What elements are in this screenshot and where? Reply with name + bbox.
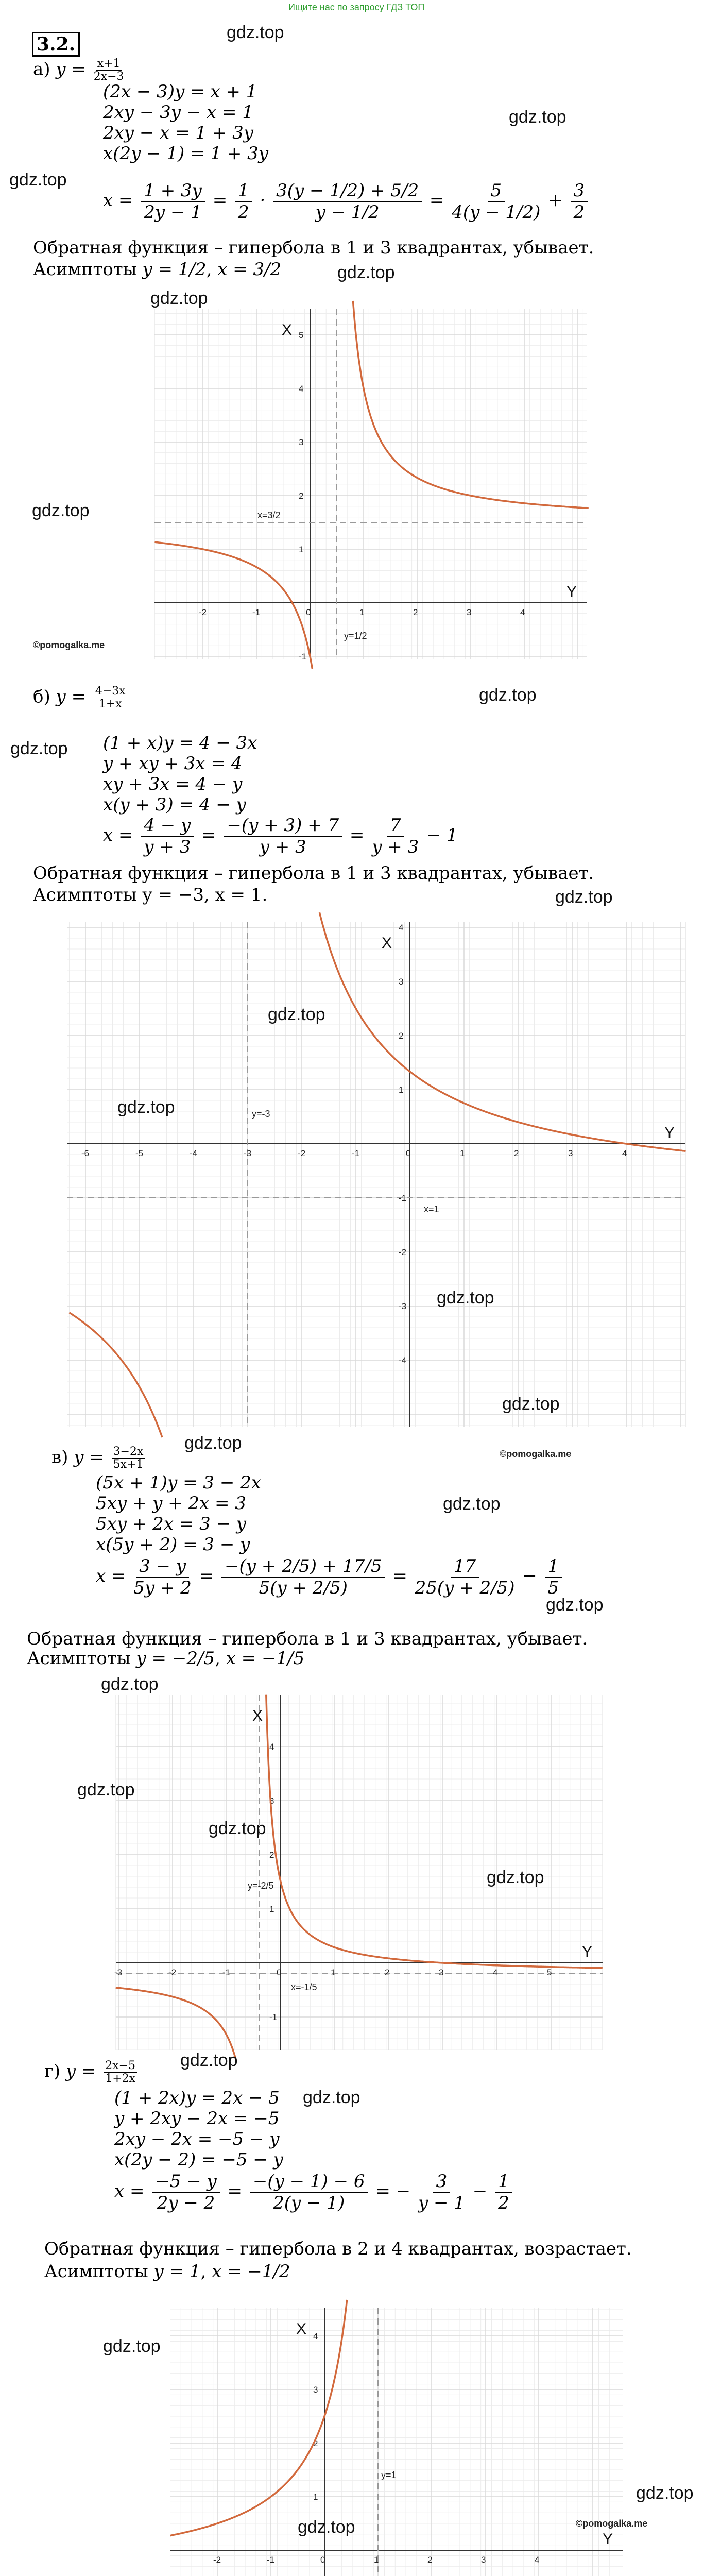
- x-tick-label: -1: [352, 1148, 360, 1158]
- step-line: x(5y + 2) = 3 − y: [96, 1534, 250, 1555]
- step-line: x(y + 3) = 4 − y: [103, 794, 246, 815]
- x-tick-label: 3: [439, 1968, 444, 1977]
- x-axis-label: Y: [603, 2531, 613, 2548]
- hyperbola-branch: [154, 542, 312, 669]
- x-tick-label: -1: [252, 607, 261, 617]
- func-lhs: y =: [56, 59, 86, 80]
- x-tick-label: 4: [520, 607, 525, 617]
- graph-g-svg: [170, 2308, 623, 2576]
- x-tick-label: 0: [406, 1148, 411, 1158]
- watermark: gdz.top: [636, 2483, 694, 2503]
- graph-b-svg: [67, 922, 685, 1427]
- watermark: gdz.top: [180, 2050, 238, 2070]
- func-fraction: $\frac{x+1}{2x-3}$: [93, 57, 124, 83]
- watermark: gdz.top: [150, 289, 208, 308]
- y-tick-label: 4: [269, 1742, 274, 1752]
- graph-a: [154, 309, 587, 662]
- y-tick-label: 3: [399, 977, 404, 987]
- y-tick-label: 1: [399, 1085, 404, 1095]
- watermark: gdz.top: [479, 685, 537, 705]
- y-tick-label: 1: [313, 2492, 318, 2502]
- watermark: gdz.top: [10, 739, 68, 758]
- watermark: gdz.top: [101, 1674, 159, 1694]
- x-tick-label: 1: [359, 607, 365, 617]
- step-line: x(2y − 2) = −5 − y: [114, 2149, 283, 2170]
- watermark: gdz.top: [443, 1494, 501, 1514]
- step-line: 5xy + 2x = 3 − y: [96, 1514, 246, 1534]
- description: Обратная функция – гипербола в 1 и 3 квадрантах, убывает.: [27, 1629, 588, 1649]
- step-line: y + 2xy − 2x = −5: [114, 2108, 280, 2129]
- step-line: 2xy − 3y − x = 1: [103, 102, 253, 123]
- func-lhs: y =: [74, 1447, 104, 1468]
- step-line: (1 + 2x)y = 2x − 5: [114, 2088, 280, 2108]
- graph-a-svg: [154, 309, 587, 662]
- y-tick-label: 5: [299, 330, 304, 340]
- y-tick-label: 2: [269, 1850, 274, 1860]
- y-tick-label: 4: [313, 2331, 318, 2341]
- asymptotes: Асимптоты y = 1/2, x = 3/2: [33, 259, 282, 280]
- x-tick-label: 5: [547, 1968, 552, 1977]
- asymptote-label: x=1: [424, 1204, 439, 1214]
- step-line: (5x + 1)y = 3 − 2x: [96, 1472, 261, 1493]
- final-formula: x = $\frac{4 - y}{y + 3}$ = $\frac{-(y + 3) + 7}{y + 3}$ = $\frac{7}{y + 3}$ − 1: [103, 815, 458, 857]
- y-tick-label: -1: [299, 652, 307, 662]
- step-line: (1 + x)y = 4 − 3x: [103, 733, 258, 753]
- description: Обратная функция – гипербола в 1 и 3 квадрантах, убывает.: [33, 238, 594, 258]
- watermark: gdz.top: [337, 263, 395, 282]
- x-tick-label: 1: [374, 2555, 379, 2565]
- y-axis-label: X: [296, 2320, 307, 2337]
- task-number: 3.2.: [32, 32, 80, 57]
- x-axis-label: Y: [664, 1124, 675, 1141]
- func-fraction: $\frac{4-3x}{1+x}$: [94, 685, 127, 710]
- x-tick-label: -1: [267, 2555, 275, 2565]
- x-tick-label: 2: [385, 1968, 390, 1977]
- watermark: gdz.top: [509, 107, 566, 127]
- y-tick-label: 2: [299, 491, 304, 501]
- graph-b: [67, 922, 685, 1427]
- copyright: ©pomogalka.me: [500, 1449, 572, 1459]
- asymptote-label: x=3/2: [258, 510, 281, 520]
- y-tick-label: 1: [269, 1904, 274, 1914]
- x-tick-label: -1: [222, 1968, 231, 1977]
- x-tick-label: -6: [81, 1148, 90, 1158]
- step-line: x(2y − 1) = 1 + 3y: [103, 143, 268, 164]
- x-tick-label: 4: [535, 2555, 540, 2565]
- x-tick-label: 0: [306, 607, 311, 617]
- y-axis-label: X: [282, 321, 293, 338]
- func-lhs: y =: [65, 2061, 96, 2082]
- x-tick-label: 1: [331, 1968, 336, 1977]
- y-tick-label: 2: [313, 2438, 318, 2448]
- y-tick-label: 4: [399, 923, 404, 933]
- watermark: gdz.top: [303, 2088, 360, 2107]
- description: Обратная функция – гипербола в 1 и 3 квадрантах, убывает.: [33, 863, 594, 884]
- x-tick-label: 4: [622, 1148, 627, 1158]
- watermark: gdz.top: [227, 23, 284, 42]
- final-formula: x = $\frac{1 + 3y}{2y - 1}$ = $\frac{1}{2}$ · $\frac{3(y - 1/2) + 5/2}{y - 1/2}$ = $\frac{5}{4(y - 1/2)}$ + $\frac{3}{2}$: [103, 180, 590, 223]
- y-tick-label: -1: [269, 2012, 278, 2022]
- watermark: gdz.top: [9, 170, 67, 190]
- asymptote-label: y=-3: [252, 1109, 270, 1119]
- y-tick-label: -1: [399, 1193, 407, 1203]
- x-axis-label: Y: [582, 1943, 593, 1960]
- copyright: ©pomogalka.me: [33, 640, 105, 650]
- watermark: gdz.top: [487, 1868, 544, 1887]
- y-tick-label: 2: [399, 1031, 404, 1041]
- part-label: а): [33, 59, 50, 80]
- x-tick-label: -2: [168, 1968, 177, 1977]
- x-tick-label: 3: [467, 607, 472, 617]
- watermark: gdz.top: [268, 1005, 325, 1024]
- final-formula: x = $\frac{-5 - y}{2y - 2}$ = $\frac{-(y - 1) - 6}{2(y - 1)}$ = − $\frac{3}{y - 1}$ − $\frac{1}{2}$: [114, 2171, 514, 2213]
- top-search-link[interactable]: Ищите нас по запросу ГДЗ ТОП: [288, 2, 425, 12]
- y-tick-label: -2: [399, 1247, 407, 1257]
- final-formula: x = $\frac{3 - y}{5y + 2}$ = $\frac{-(y + 2/5) + 17/5}{5(y + 2/5)}$ = $\frac{17}{25(y + 2/5)}$ − $\frac{1}{5}$: [96, 1556, 564, 1598]
- hyperbola-branch: [70, 1313, 163, 1437]
- watermark: gdz.top: [77, 1780, 135, 1800]
- watermark: gdz.top: [502, 1394, 560, 1414]
- asymptote-label: y=1: [381, 2470, 397, 2480]
- asymptotes: Асимптоты y = −3, x = 1.: [33, 885, 268, 905]
- x-tick-label: 4: [493, 1968, 498, 1977]
- func-fraction: $\frac{2x-5}{1+2x}$: [104, 2060, 137, 2085]
- x-tick-label: -2: [199, 607, 207, 617]
- x-tick-label: -2: [213, 2555, 221, 2565]
- watermark: gdz.top: [117, 1097, 175, 1117]
- x-tick-label: 3: [481, 2555, 486, 2565]
- hyperbola-branch: [319, 912, 685, 1151]
- hyperbola-branch: [170, 2300, 347, 2536]
- asymptotes: Асимптоты y = 1, x = −1/2: [44, 2261, 290, 2282]
- x-tick-label: -2: [298, 1148, 306, 1158]
- y-axis-label: X: [252, 1707, 263, 1724]
- copyright: ©pomogalka.me: [576, 2518, 648, 2529]
- part-label: б): [33, 686, 50, 707]
- watermark: gdz.top: [184, 1433, 242, 1453]
- x-tick-label: -3: [114, 1968, 123, 1977]
- y-axis-label: X: [382, 935, 392, 952]
- y-tick-label: 3: [299, 437, 304, 447]
- asymptote-label: y=-2/5: [248, 1880, 274, 1891]
- x-tick-label: 2: [413, 607, 418, 617]
- part-label: г): [44, 2061, 61, 2082]
- watermark: gdz.top: [32, 501, 90, 520]
- step-line: 2xy − x = 1 + 3y: [103, 123, 253, 143]
- part-g-header: [44, 2060, 139, 2085]
- watermark: gdz.top: [209, 1819, 266, 1838]
- y-tick-label: 4: [299, 384, 304, 394]
- x-tick-label: 1: [460, 1148, 465, 1158]
- step-line: 5xy + y + 2x = 3: [96, 1493, 246, 1514]
- y-tick-label: 3: [313, 2385, 318, 2395]
- part-a-header: [33, 58, 126, 83]
- y-tick-label: 1: [299, 545, 304, 554]
- watermark: gdz.top: [103, 2336, 161, 2356]
- func-fraction: $\frac{3-2x}{5x+1}$: [112, 1446, 145, 1471]
- y-tick-label: -4: [399, 1355, 407, 1365]
- step-line: (2x − 3)y = x + 1: [103, 81, 258, 102]
- step-line: y + xy + 3x = 4: [103, 753, 243, 774]
- x-tick-label: -3: [244, 1148, 252, 1158]
- part-label: в): [52, 1447, 68, 1468]
- x-tick-label: -4: [190, 1148, 198, 1158]
- x-tick-label: 2: [514, 1148, 519, 1158]
- x-axis-label: Y: [566, 583, 577, 600]
- y-tick-label: 3: [269, 1796, 274, 1806]
- watermark: gdz.top: [555, 887, 613, 907]
- description: Обратная функция – гипербола в 2 и 4 квадрантах, возрастает.: [44, 2239, 632, 2259]
- x-tick-label: -5: [135, 1148, 144, 1158]
- watermark: gdz.top: [298, 2517, 355, 2537]
- asymptotes: Асимптоты y = −2/5, x = −1/5: [27, 1648, 305, 1669]
- x-tick-label: 2: [427, 2555, 433, 2565]
- part-b-header: [33, 685, 129, 710]
- graph-g: [170, 2308, 623, 2576]
- func-lhs: y =: [56, 686, 87, 707]
- y-tick-label: -3: [399, 1301, 407, 1311]
- asymptote-label: x=-1/5: [291, 1982, 317, 1992]
- x-tick-label: 0: [320, 2555, 325, 2565]
- part-v-header: [52, 1446, 147, 1471]
- x-tick-label: 3: [568, 1148, 573, 1158]
- watermark: gdz.top: [437, 1288, 494, 1308]
- asymptote-label: y=1/2: [344, 631, 367, 641]
- step-line: xy + 3x = 4 − y: [103, 774, 243, 794]
- watermark: gdz.top: [546, 1595, 604, 1615]
- step-line: 2xy − 2x = −5 − y: [114, 2129, 280, 2149]
- x-tick-label: 0: [277, 1968, 282, 1977]
